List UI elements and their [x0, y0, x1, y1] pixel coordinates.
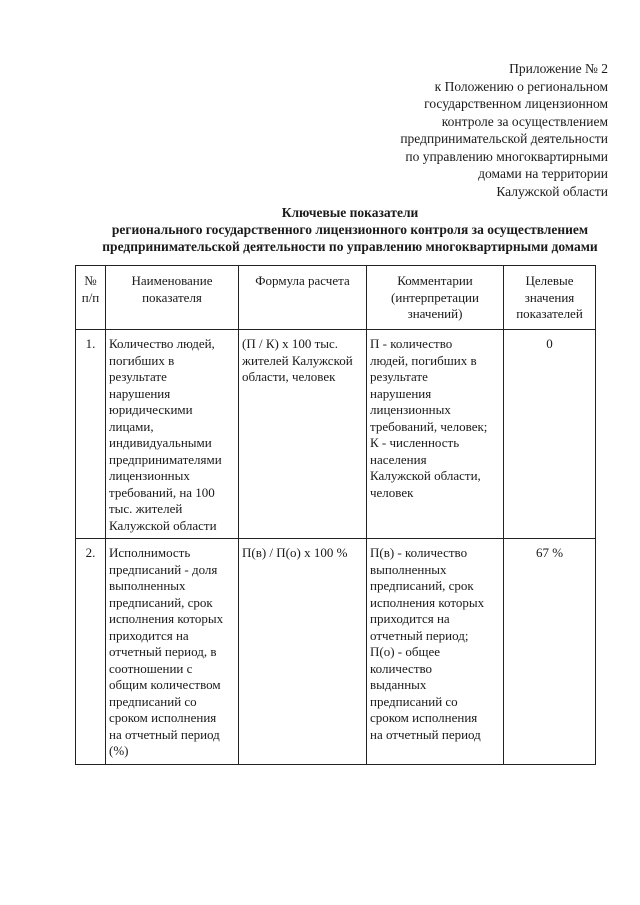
- header-formula: Формула расчета: [239, 266, 367, 330]
- appendix-line: Приложение № 2: [509, 61, 608, 76]
- appendix-line: к Положению о региональном: [434, 78, 608, 94]
- row-number: 2.: [76, 539, 106, 765]
- table-row: [76, 539, 596, 765]
- title-line: регионального государственного лицензионного контроля за осуществлением: [111, 222, 589, 237]
- header-comments: Комментарии (интерпретации значений): [367, 266, 504, 330]
- document-title: [60, 204, 640, 255]
- row-number: 1.: [76, 330, 106, 539]
- indicator-formula: П(в) / П(о) х 100 %: [239, 539, 367, 765]
- appendix-line: Калужской области: [496, 183, 608, 199]
- indicator-name: Количество людей, погибших в результате нарушения юридическими лицами, индивидуальными предпринимателями лицензионных требований, на 100 тыс. жителей Калужской области: [106, 330, 239, 539]
- appendix-line: государственном лицензионном: [424, 96, 608, 111]
- indicators-table: [75, 265, 596, 765]
- indicator-target: 67 %: [504, 539, 596, 765]
- appendix-heading: [348, 60, 608, 200]
- appendix-line: по управлению многоквартирными: [405, 148, 608, 164]
- title-line: предпринимательской деятельности по управлению многоквартирными домами: [102, 239, 598, 254]
- appendix-line: предпринимательской деятельности: [400, 131, 608, 146]
- indicator-comments: П(в) - количество выполненных предписаний, срок исполнения которых приходится на отчетный период; П(о) - общее количество выданных предписаний со сроком исполнения на отчетный период: [367, 539, 504, 765]
- indicator-formula: (П / К) х 100 тыс. жителей Калужской области, человек: [239, 330, 367, 539]
- indicator-comments: П - количество людей, погибших в результате нарушения лицензионных требований, человек; К - численность населения Калужской области, человек: [367, 330, 504, 539]
- appendix-line: домами на территории: [478, 166, 608, 181]
- table-row: [76, 330, 596, 539]
- appendix-line: контроле за осуществлением: [441, 113, 608, 129]
- table-header-row: [76, 266, 596, 330]
- header-num: № п/п: [76, 266, 106, 330]
- indicator-target: 0: [504, 330, 596, 539]
- header-target: Целевые значения показателей: [504, 266, 596, 330]
- indicator-name: Исполнимость предписаний - доля выполненных предписаний, срок исполнения которых приходится на отчетный период, в соотношении с общим количеством предписаний со сроком исполнения на отчетный период (%): [106, 539, 239, 765]
- header-name: Наименование показателя: [106, 266, 239, 330]
- title-line: Ключевые показатели: [281, 205, 419, 220]
